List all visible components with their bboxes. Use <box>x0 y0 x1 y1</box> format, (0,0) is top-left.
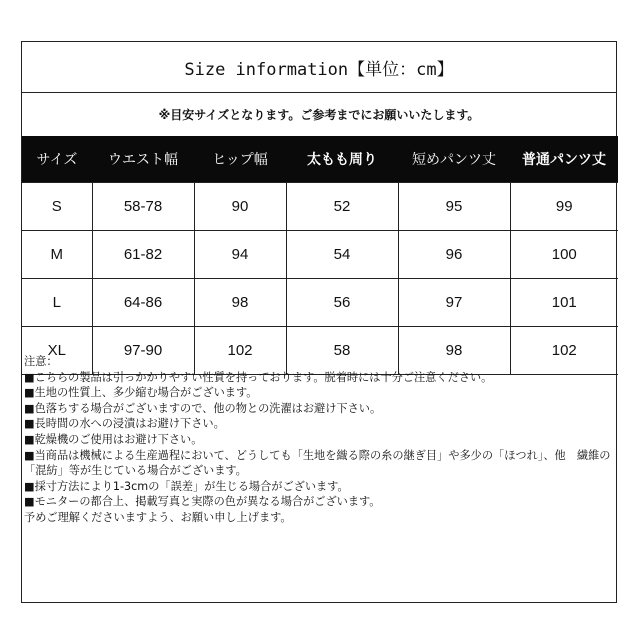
note-line: ■生地の性質上、多少縮む場合がございます。 <box>24 386 258 400</box>
header-thigh: 太もも周り <box>286 136 398 183</box>
table-cell: L <box>22 279 92 327</box>
header-waist: ウエスト幅 <box>92 136 194 183</box>
note-line: ■色落ちする場合がございますので、他の物との洗濯はお避け下さい。 <box>24 401 382 415</box>
table-cell: 52 <box>286 183 398 231</box>
table-cell: 90 <box>194 183 286 231</box>
table-cell: 97-90 <box>92 327 194 375</box>
table-cell: S <box>22 183 92 231</box>
note-line: ■長時間の水への浸漬はお避け下さい。 <box>24 417 225 431</box>
table-cell: 102 <box>510 327 618 375</box>
table-cell: 99 <box>510 183 618 231</box>
table-cell: 98 <box>194 279 286 327</box>
table-row <box>22 231 618 279</box>
table-cell: 58-78 <box>92 183 194 231</box>
note-line: ■モニターの都合上、掲載写真と実際の色が異なる場合がございます。 <box>24 495 381 509</box>
notes-heading: 注意： <box>24 355 58 368</box>
table-cell: 100 <box>510 231 618 279</box>
table-cell: M <box>22 231 92 279</box>
table-cell: 56 <box>286 279 398 327</box>
table-cell: 97 <box>398 279 510 327</box>
table-cell: 64-86 <box>92 279 194 327</box>
table-row <box>22 183 618 231</box>
note-line: ■採寸方法により1-3cmの「誤差」が生じる場合がございます。 <box>24 479 349 493</box>
table-cell: 95 <box>398 183 510 231</box>
table-row <box>22 279 618 327</box>
table-cell: 54 <box>286 231 398 279</box>
table-cell: 58 <box>286 327 398 375</box>
size-table <box>22 136 618 375</box>
table-cell: 61-82 <box>92 231 194 279</box>
header-hip: ヒップ幅 <box>194 136 286 183</box>
table-cell: XL <box>22 327 92 375</box>
table-cell: 96 <box>398 231 510 279</box>
header-short-length: 短めパンツ丈 <box>398 136 510 183</box>
table-cell: 98 <box>398 327 510 375</box>
table-cell: 101 <box>510 279 618 327</box>
header-size: サイズ <box>22 136 92 183</box>
page-title: Size information【単位：cm】 <box>22 42 616 93</box>
note-line: ■こちらの製品は引っかかりやすい性質を持っております。脱着時には十分ご注意ください。 <box>24 370 493 384</box>
subtitle-note: ※目安サイズとなります。ご参考までにお願いいたします。 <box>158 107 480 122</box>
table-cell: 102 <box>194 327 286 375</box>
size-chart-panel <box>21 41 617 603</box>
note-line: ■乾燥機のご使用はお避け下さい。 <box>24 432 203 446</box>
note-line: 予めご理解くださいますよう、お願い申し上げます。 <box>24 510 292 524</box>
header-regular-length: 普通パンツ丈 <box>510 136 618 183</box>
table-header-row <box>22 136 618 183</box>
notes-section <box>24 354 614 526</box>
table-cell: 94 <box>194 231 286 279</box>
note-line: ■当商品は機械による生産過程において、どうしても「生地を織る際の糸の継ぎ目」や多少の「ほつれ」、他 繊維の「混紡」等が生じている場合がございます。 <box>24 448 611 478</box>
